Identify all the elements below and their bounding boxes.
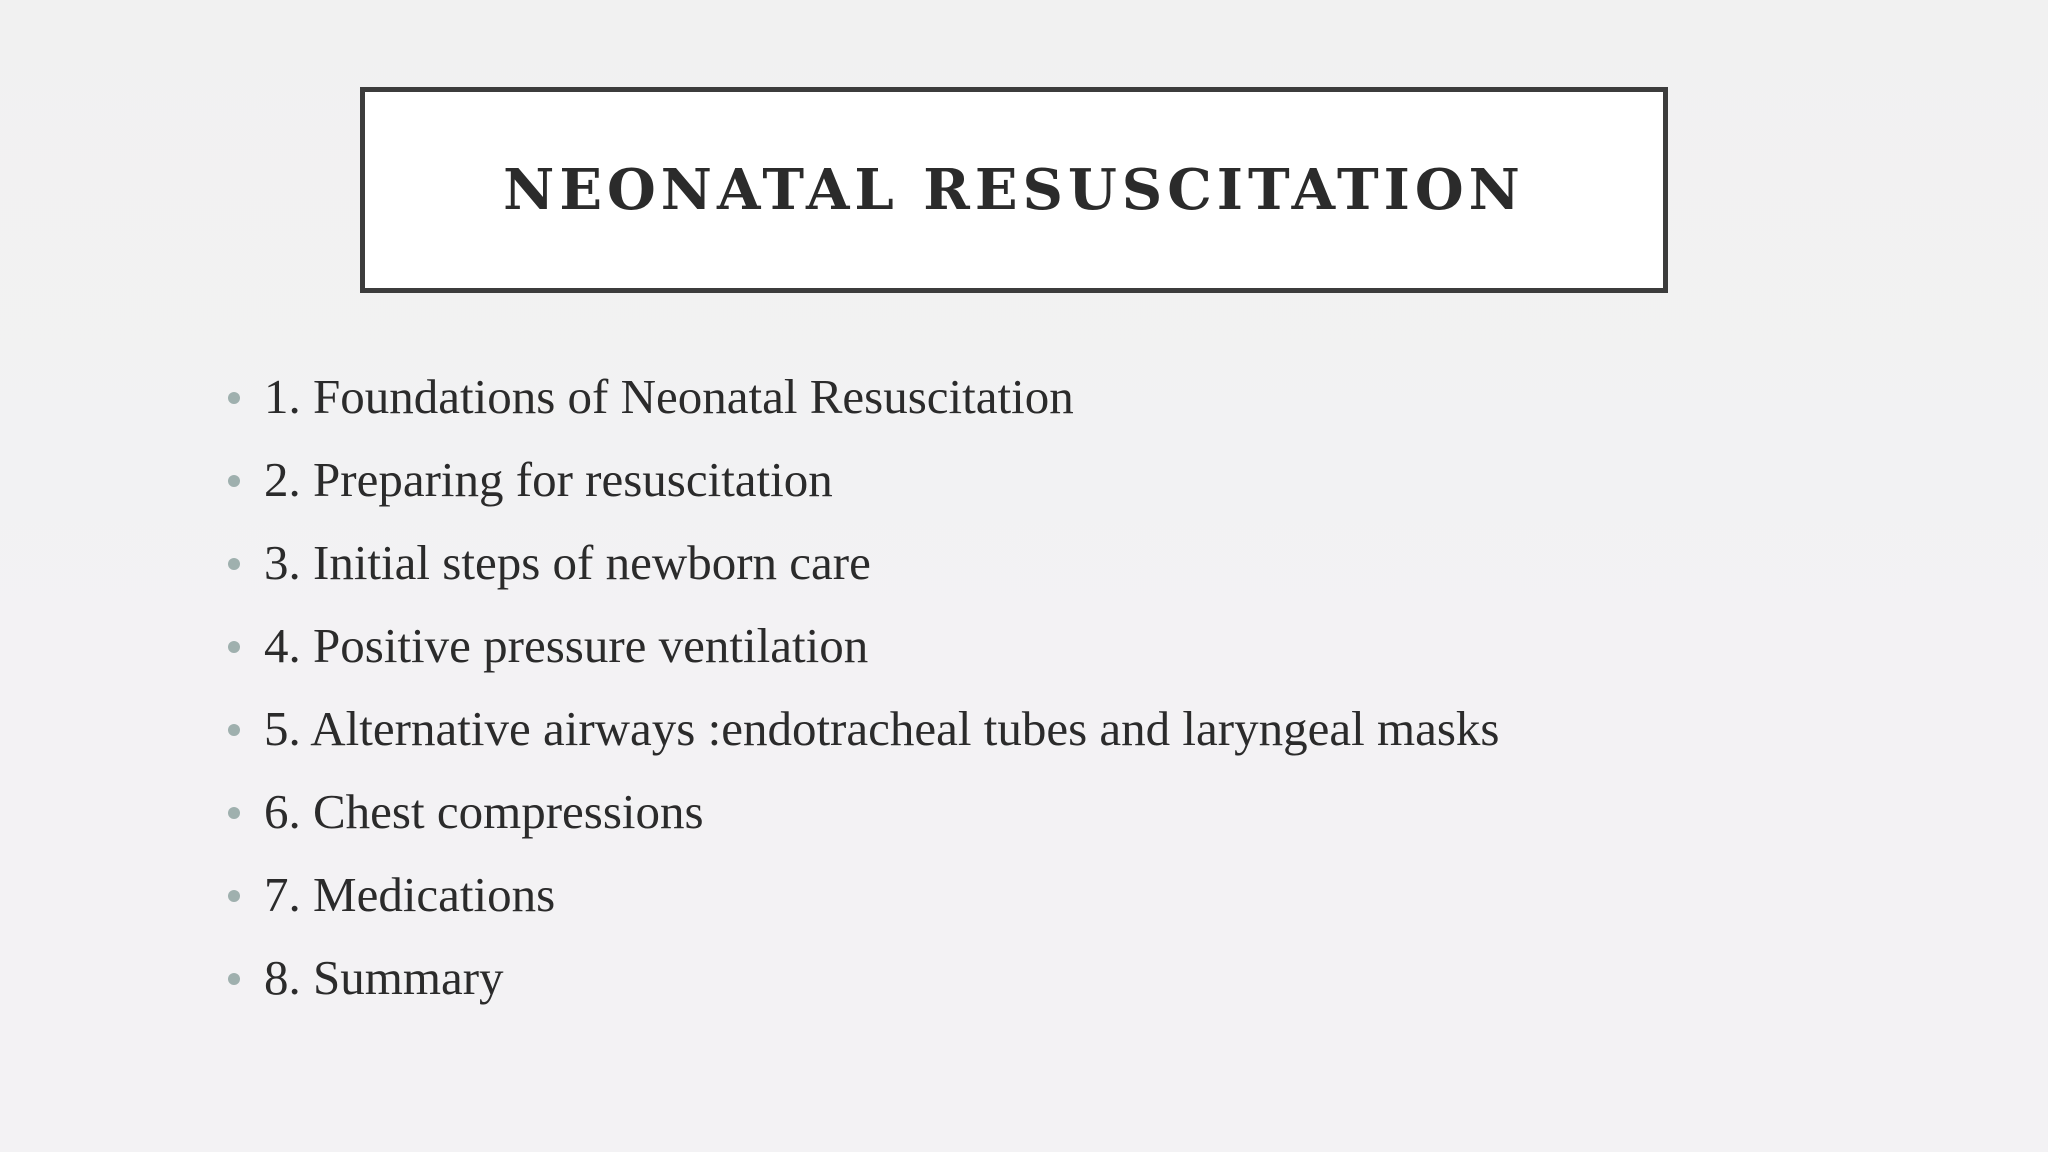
- bullet-list: [228, 355, 1499, 1019]
- bullet-dot-icon: [228, 807, 240, 819]
- list-item-label: 1. Foundations of Neonatal Resuscitation: [264, 369, 1074, 424]
- bullet-dot-icon: [228, 641, 240, 653]
- list-item-label: 3. Initial steps of newborn care: [264, 535, 871, 590]
- slide-title: NEONATAL RESUSCITATION: [503, 157, 1525, 223]
- list-item-label: 2. Preparing for resuscitation: [264, 452, 833, 507]
- list-item-label: 4. Positive pressure ventilation: [264, 618, 869, 673]
- list-item: [228, 770, 1499, 853]
- list-item: [228, 604, 1499, 687]
- list-item: [228, 355, 1499, 438]
- bullet-dot-icon: [228, 973, 240, 985]
- bullet-dot-icon: [228, 724, 240, 736]
- list-item: [228, 936, 1499, 1019]
- bullet-dot-icon: [228, 890, 240, 902]
- bullet-dot-icon: [228, 392, 240, 404]
- list-item-label: 6. Chest compressions: [264, 784, 704, 839]
- title-box: [360, 87, 1668, 293]
- list-item-label: 7. Medications: [264, 867, 556, 922]
- list-item-label: 5. Alternative airways :endotracheal tubes and laryngeal masks: [264, 701, 1500, 756]
- list-item: [228, 438, 1499, 521]
- bullet-dot-icon: [228, 475, 240, 487]
- list-item: [228, 853, 1499, 936]
- list-item: [228, 521, 1499, 604]
- list-item-label: 8. Summary: [264, 950, 504, 1005]
- list-item: [228, 687, 1499, 770]
- bullet-dot-icon: [228, 558, 240, 570]
